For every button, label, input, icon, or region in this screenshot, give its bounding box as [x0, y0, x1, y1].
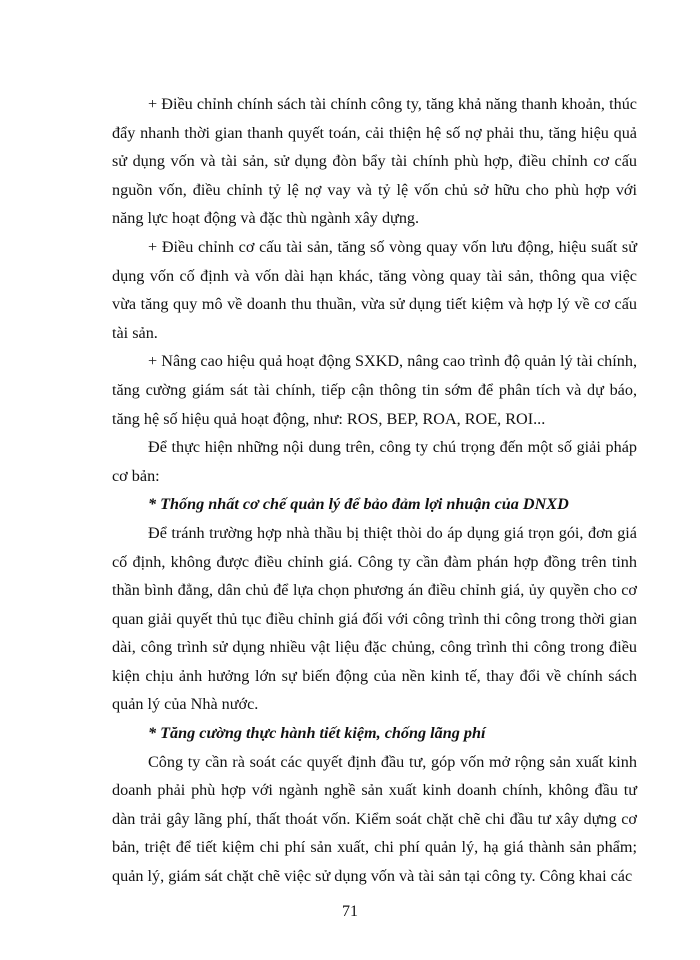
- paragraph-business-efficiency: + Nâng cao hiệu quả hoạt động SXKD, nâng cao trình độ quản lý tài chính, tăng cường giám sát tài chính, tiếp cận thông tin sớm để phân tích và dự báo, tăng hệ số hiệu quả hoạt động, như: ROS, BEP, ROA, ROE, ROI...: [112, 352, 637, 428]
- heading-management-mechanism: * Thống nhất cơ chế quản lý để bảo đảm lợi nhuận của DNXD: [148, 495, 569, 514]
- paragraph-investment-review: Công ty cần rà soát các quyết định đầu tư, góp vốn mở rộng sản xuất kinh doanh phải phù hợp với ngành nghề sản xuất kinh doanh chính, không đầu tư dàn trải gây lãng phí, thất thoát vốn. Kiểm soát chặt chẽ chi đầu tư xây dựng cơ bản, triệt để tiết kiệm chi phí sản xuất, chi phí quản lý, hạ giá thành sản phẩm; quản lý, giám sát chặt chẽ việc sử dụng vốn và tài sản tại công ty. Công khai các: [112, 752, 637, 886]
- heading-thrift-practice: * Tăng cường thực hành tiết kiệm, chống lãng phí: [148, 724, 486, 743]
- paragraph-financial-policy: + Điều chỉnh chính sách tài chính công ty, tăng khả năng thanh khoản, thúc đẩy nhanh thời gian thanh quyết toán, cải thiện hệ số nợ phải thu, tăng hiệu quả sử dụng vốn và tài sản, sử dụng đòn bẩy tài chính phù hợp, điều chỉnh cơ cấu nguồn vốn, điều chỉnh tỷ lệ nợ vay và tỷ lệ vốn chủ sở hữu cho phù hợp với năng lực hoạt động và đặc thù ngành xây dựng.: [112, 95, 637, 228]
- body-text: [112, 90, 637, 891]
- page-number: 71: [342, 903, 358, 920]
- paragraph-price-adjustment: Để tránh trường hợp nhà thầu bị thiệt thòi do áp dụng giá trọn gói, đơn giá cố định, không được điều chỉnh giá. Công ty cần đàm phán hợp đồng trên tinh thần bình đẳng, dân chủ để lựa chọn phương án điều chỉnh giá, ủy quyền cho cơ quan giải quyết thủ tục điều chỉnh giá đối với công trình thi công trong thời gian dài, công trình sử dụng nhiều vật liệu đặc chủng, công trình thi công trong điều kiện chịu ảnh hưởng lớn sự biến động của nền kinh tế, thay đổi về chính sách quản lý của Nhà nước.: [112, 523, 637, 714]
- paragraph-asset-structure: + Điều chỉnh cơ cấu tài sản, tăng số vòng quay vốn lưu động, hiệu suất sử dụng vốn cố định và vốn dài hạn khác, tăng vòng quay tài sản, thông qua việc vừa tăng quy mô về doanh thu thuần, vừa sử dụng tiết kiệm và hợp lý về cơ cấu tài sản.: [112, 237, 637, 342]
- paragraph-solutions-intro: Để thực hiện những nội dung trên, công ty chú trọng đến một số giải pháp cơ bản:: [112, 438, 637, 485]
